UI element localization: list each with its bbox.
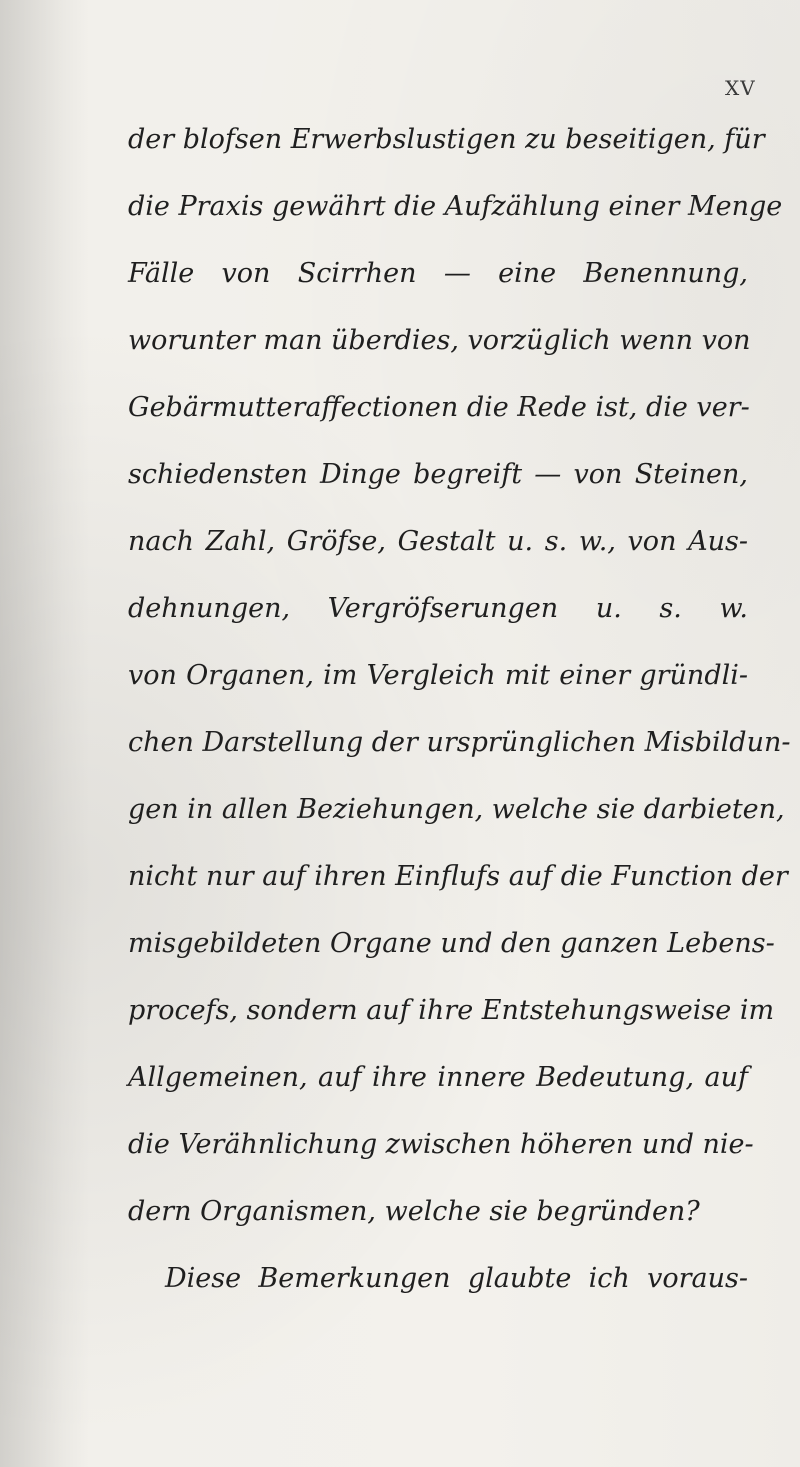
text-line: worunter man überdies, vorzüglich wenn von	[128, 325, 751, 356]
text-line: procefs, sondern auf ihre Entstehungsweise im	[128, 995, 775, 1026]
text-line: dern Organismen, welche sie begründen?	[128, 1196, 700, 1227]
text-line: Diese Bemerkungen glaubte ich voraus-	[165, 1263, 748, 1294]
text-line: gen in allen Beziehungen, welche sie darbieten,	[128, 794, 785, 825]
text-line: schiedensten Dinge begreift — von Steinen,	[128, 459, 748, 490]
text-line: die Verähnlichung zwischen höheren und nie-	[128, 1129, 754, 1160]
text-line: der blofsen Erwerbslustigen zu beseitigen, für	[128, 124, 765, 155]
text-line: misgebildeten Organe und den ganzen Lebens-	[128, 928, 775, 959]
text-line: dehnungen, Vergröfserungen u. s. w.	[128, 593, 748, 624]
text-line: nach Zahl, Gröfse, Gestalt u. s. w., von Aus-	[128, 526, 748, 557]
text-line: von Organen, im Vergleich mit einer gründli-	[128, 660, 748, 691]
text-line: nicht nur auf ihren Einflufs auf die Function der	[128, 861, 788, 892]
text-line: chen Darstellung der ursprünglichen Misbildun-	[128, 727, 791, 758]
text-line: die Praxis gewährt die Aufzählung einer Menge	[128, 191, 783, 222]
page-number: XV	[725, 76, 756, 100]
text-line: Gebärmutteraffectionen die Rede ist, die ver-	[128, 392, 750, 423]
text-line: Fälle von Scirrhen — eine Benennung,	[128, 258, 748, 289]
binding-shadow	[0, 0, 90, 1467]
text-line: Allgemeinen, auf ihre innere Bedeutung, auf	[128, 1062, 748, 1093]
